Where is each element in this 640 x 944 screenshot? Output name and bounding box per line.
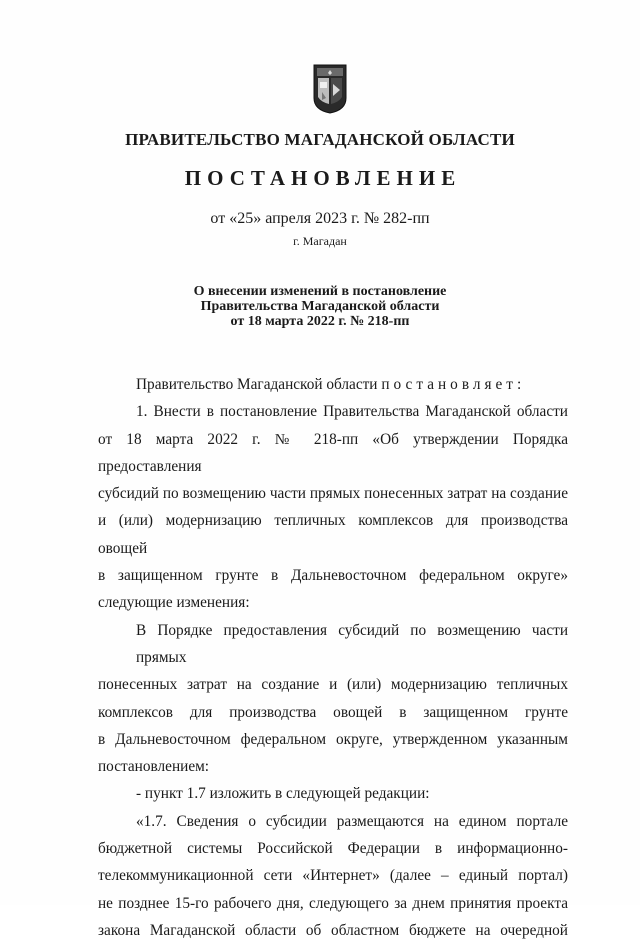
paragraph-2 xyxy=(98,617,568,781)
paragraph-4-line-4: не позднее 15-го рабочего дня, следующего за днем принятия проекта xyxy=(98,894,568,912)
intro-spaced-word: постановляет xyxy=(381,376,517,393)
intro-paragraph xyxy=(98,371,568,398)
document-date-number: от «25» апреля 2023 г. № 282-пп xyxy=(210,210,430,227)
paragraph-2-line-4: в Дальневосточном федеральном округе, утвержденном указанным xyxy=(98,730,568,748)
intro-prefix: Правительство Магаданской области xyxy=(136,376,382,393)
paragraph-1 xyxy=(98,398,568,616)
paragraph-2-line-3: комплексов для производства овощей в защищенном грунте xyxy=(98,703,568,721)
paragraph-1-line-3: субсидий по возмещению части прямых понесенных затрат на создание xyxy=(98,485,568,503)
paragraph-1-line-4: и (или) модернизацию тепличных комплексов для производства овощей xyxy=(98,512,568,557)
subject-line-1: О внесении изменений в постановление xyxy=(193,284,447,299)
intro-suffix: : xyxy=(517,376,522,393)
paragraph-1-line-6: следующие изменения: xyxy=(98,594,250,612)
paragraph-4 xyxy=(98,808,568,944)
paragraph-4-line-5: закона Магаданской области об областном бюджете на очередной xyxy=(98,921,568,939)
paragraph-2-line-2: понесенных затрат на создание и (или) модернизацию тепличных xyxy=(98,676,568,694)
government-name: ПРАВИТЕЛЬСТВО МАГАДАНСКОЙ ОБЛАСТИ xyxy=(125,130,515,149)
subject-line-3: от 18 марта 2022 г. № 218-пп xyxy=(230,314,410,329)
magadan-coat-of-arms-icon xyxy=(313,64,347,114)
paragraph-3-line-1: - пункт 1.7 изложить в следующей редакции: xyxy=(136,785,430,803)
document-type-title: ПОСТАНОВЛЕНИЕ xyxy=(184,166,462,190)
paragraph-1-line-1: 1. Внести в постановление Правительства Магаданской области xyxy=(136,403,568,421)
document-place: г. Магадан xyxy=(293,234,347,248)
paragraph-4-line-1: «1.7. Сведения о субсидии размещаются на едином портале xyxy=(136,812,568,830)
paragraph-3 xyxy=(98,780,568,807)
paragraph-4-line-3: телекоммуникационной сети «Интернет» (далее – единый портал) xyxy=(98,867,568,885)
intro-line xyxy=(98,371,568,398)
subject-line-2: Правительства Магаданской области xyxy=(200,299,440,314)
paragraph-1-line-5: в защищенном грунте в Дальневосточном федеральном округе» xyxy=(98,567,568,585)
paragraph-2-line-1: В Порядке предоставления субсидий по возмещению части прямых xyxy=(136,621,568,666)
paragraph-1-line-2: от 18 марта 2022 г. № 218-пп «Об утверждении Порядка предоставления xyxy=(98,430,568,475)
document-subject xyxy=(0,284,640,329)
paragraph-4-line-2: бюджетной системы Российской Федерации в информационно- xyxy=(98,840,568,858)
document-body xyxy=(98,371,568,944)
paragraph-2-line-5: постановлением: xyxy=(98,758,210,776)
